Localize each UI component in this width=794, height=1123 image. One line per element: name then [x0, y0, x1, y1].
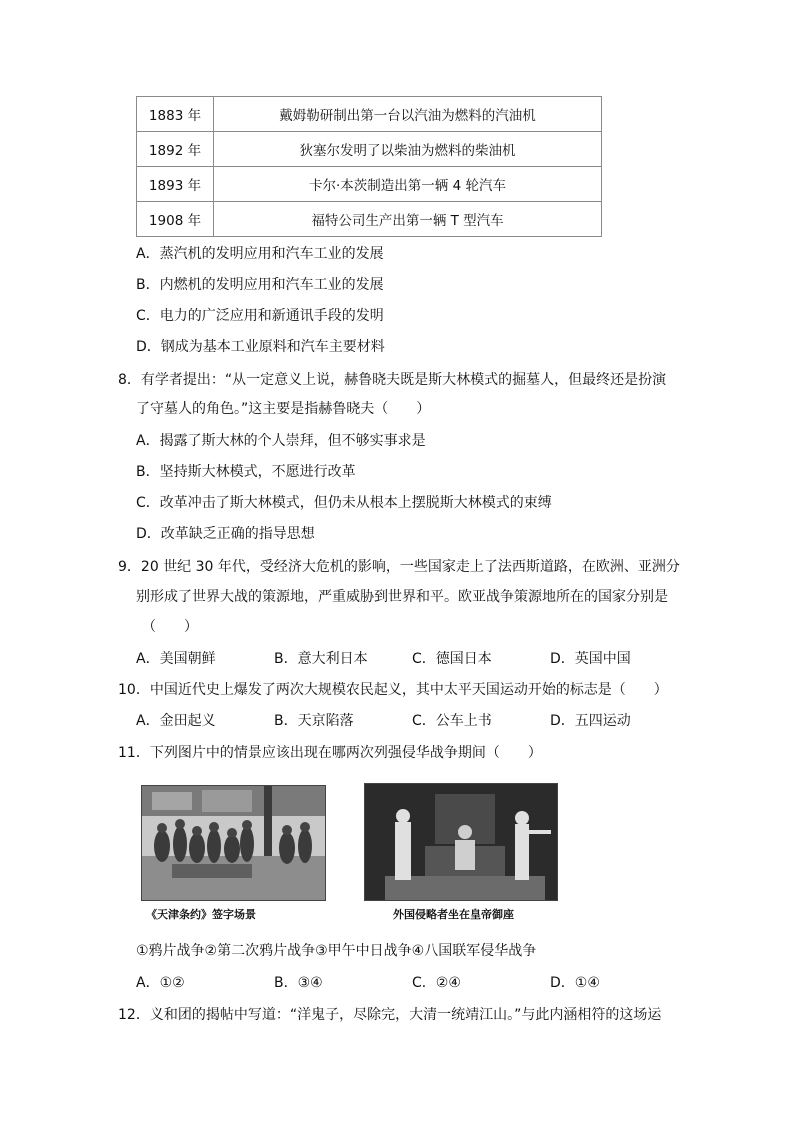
q9-option-d: D．英国中国 — [550, 651, 631, 667]
event-cell: 福特公司生产出第一辆 T 型汽车 — [214, 202, 602, 237]
q9-option-a: A．美国朝鲜 — [136, 651, 216, 667]
q9-options — [136, 649, 688, 669]
q7-option-b: B．内燃机的发明应用和汽车工业的发展 — [136, 277, 384, 293]
q7-option-d: D．钢成为基本工业原料和汽车主要材料 — [136, 339, 385, 355]
q8-stem-line2: 了守墓人的角色。”这主要是指赫鲁晓夫（ ） — [136, 401, 431, 417]
q11-option-c: C．②④ — [412, 975, 461, 991]
q8-option-d: D．改革缺乏正确的指导思想 — [136, 526, 315, 542]
table-row — [137, 97, 602, 132]
year-cell: 1908 年 — [137, 202, 214, 237]
q9-stem-line1: 9．20 世纪 30 年代，受经济大危机的影响，一些国家走上了法西斯道路，在欧洲、亚洲分 — [118, 559, 680, 575]
table-row — [137, 132, 602, 167]
throne-illustration — [365, 784, 557, 900]
q10-option-a: A．金田起义 — [136, 713, 216, 729]
event-cell: 戴姆勒研制出第一台以汽油为燃料的汽油机 — [214, 97, 602, 132]
q11-choices: ①鸦片战争②第二次鸦片战争③甲午中日战争④八国联军侵华战争 — [136, 943, 537, 959]
table-row — [137, 167, 602, 202]
q10-options — [136, 711, 688, 731]
throne-caption: 外国侵略者坐在皇帝御座 — [393, 908, 514, 921]
q11-option-a: A．①② — [136, 975, 185, 991]
q11-options — [136, 973, 688, 993]
q9-option-b: B．意大利日本 — [274, 651, 368, 667]
event-cell: 狄塞尔发明了以柴油为燃料的柴油机 — [214, 132, 602, 167]
q11-option-d: D．①④ — [550, 975, 600, 991]
q8-stem-line1: 8．有学者提出：“从一定意义上说，赫鲁晓夫既是斯大林模式的掘墓人，但最终还是扮演 — [118, 372, 667, 388]
q9-option-c: C．德国日本 — [412, 651, 492, 667]
q7-option-c: C．电力的广泛应用和新通讯手段的发明 — [136, 308, 384, 324]
q10-stem: 10．中国近代史上爆发了两次大规模农民起义，其中太平天国运动开始的标志是（ ） — [118, 682, 668, 698]
q10-option-c: C．公车上书 — [412, 713, 492, 729]
event-cell: 卡尔·本茨制造出第一辆 4 轮汽车 — [214, 167, 602, 202]
year-cell: 1893 年 — [137, 167, 214, 202]
q12-stem-line1: 12．义和团的揭帖中写道：“洋鬼子，尽除完，大清一统靖江山。”与此内涵相符的这场运 — [118, 1007, 662, 1023]
q7-option-a: A．蒸汽机的发明应用和汽车工业的发展 — [136, 246, 384, 262]
q11-option-b: B．③④ — [274, 975, 323, 991]
q8-option-b: B．坚持斯大林模式，不愿进行改革 — [136, 464, 356, 480]
year-cell: 1883 年 — [137, 97, 214, 132]
q9-stem-line2: 别形成了世界大战的策源地，严重威胁到世界和平。欧亚战争策源地所在的国家分别是 — [136, 589, 668, 605]
q10-option-b: B．天京陷落 — [274, 713, 354, 729]
table-row — [137, 202, 602, 237]
treaty-signing-photo — [141, 785, 326, 901]
year-cell: 1892 年 — [137, 132, 214, 167]
q8-option-c: C．改革冲击了斯大林模式，但仍未从根本上摆脱斯大林模式的束缚 — [136, 495, 552, 511]
q9-stem-line3: （ ） — [142, 619, 198, 635]
throne-photo — [364, 783, 558, 901]
treaty-signing-illustration — [142, 786, 325, 900]
q8-option-a: A．揭露了斯大林的个人崇拜，但不够实事求是 — [136, 433, 426, 449]
treaty-signing-caption: 《天津条约》签字场景 — [146, 908, 256, 921]
q11-stem: 11．下列图片中的情景应该出现在哪两次列强侵华战争期间（ ） — [118, 745, 542, 761]
invention-timeline-table — [136, 96, 602, 237]
q10-option-d: D．五四运动 — [550, 713, 631, 729]
